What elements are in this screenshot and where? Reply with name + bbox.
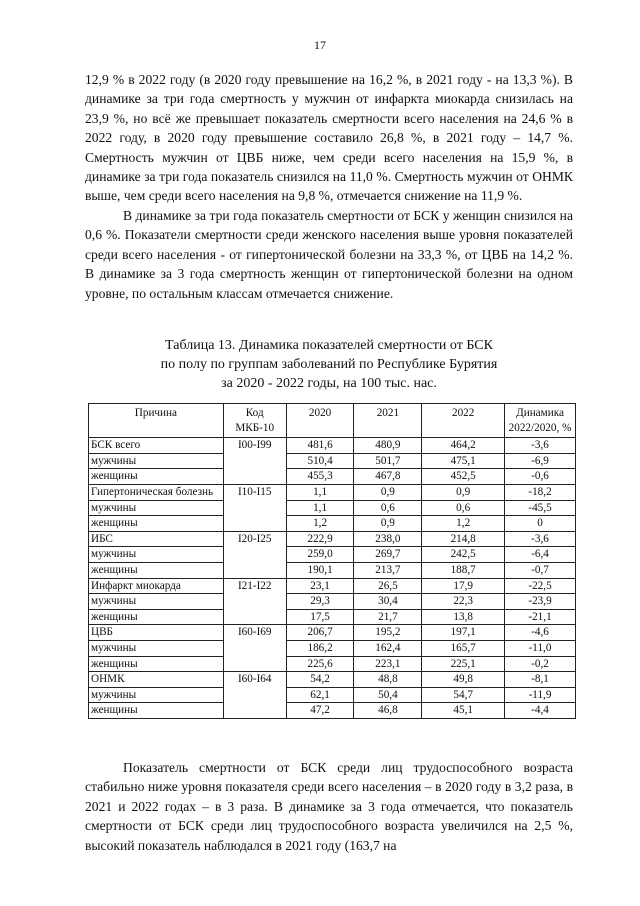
- cell-2022: 475,1: [422, 453, 505, 469]
- cell-2022: 165,7: [422, 640, 505, 656]
- cell-2020: 206,7: [286, 625, 354, 641]
- cell-2022: 13,8: [422, 609, 505, 625]
- cell-2020: 481,6: [286, 438, 354, 454]
- cell-code: I60-I64: [223, 672, 286, 719]
- cell-2021: 48,8: [354, 672, 422, 688]
- table-row: [89, 562, 576, 578]
- cell-cause: Инфаркт миокарда: [89, 578, 224, 594]
- cell-cause: ОНМК: [89, 672, 224, 688]
- header-dynamics: Динамика 2022/2020, %: [505, 404, 576, 438]
- cell-dynamics: -11,0: [505, 640, 576, 656]
- cell-cause: женщины: [89, 469, 224, 485]
- cell-2021: 30,4: [354, 594, 422, 610]
- table-row: [89, 656, 576, 672]
- cell-2020: 225,6: [286, 656, 354, 672]
- header-2020: 2020: [286, 404, 354, 438]
- cell-2022: 1,2: [422, 516, 505, 532]
- cell-2021: 213,7: [354, 562, 422, 578]
- cell-2021: 467,8: [354, 469, 422, 485]
- cell-code: I60-I69: [223, 625, 286, 672]
- table-row: [89, 500, 576, 516]
- table-row: [89, 687, 576, 703]
- cell-code: I00-I99: [223, 438, 286, 485]
- table-caption-line: по полу по группам заболеваний по Республике Бурятия: [160, 357, 498, 372]
- cell-cause: Гипертоническая болезнь: [89, 484, 224, 500]
- cell-2022: 464,2: [422, 438, 505, 454]
- cell-2020: 510,4: [286, 453, 354, 469]
- cell-dynamics: -22,5: [505, 578, 576, 594]
- cell-2020: 186,2: [286, 640, 354, 656]
- cell-2022: 0,6: [422, 500, 505, 516]
- table-row: [89, 609, 576, 625]
- cell-dynamics: -0,6: [505, 469, 576, 485]
- cell-2020: 47,2: [286, 703, 354, 719]
- cell-cause: женщины: [89, 562, 224, 578]
- header-cause: Причина: [89, 404, 224, 438]
- table-row: [89, 516, 576, 532]
- cell-dynamics: -0,2: [505, 656, 576, 672]
- cell-2020: 222,9: [286, 531, 354, 547]
- table-row: [89, 625, 576, 641]
- cell-2022: 49,8: [422, 672, 505, 688]
- cell-dynamics: -6,9: [505, 453, 576, 469]
- table-caption-line: за 2020 - 2022 годы, на 100 тыс. нас.: [221, 376, 437, 391]
- cell-cause: мужчины: [89, 547, 224, 563]
- cell-2022: 214,8: [422, 531, 505, 547]
- cell-2022: 17,9: [422, 578, 505, 594]
- cell-cause: мужчины: [89, 594, 224, 610]
- cell-2022: 225,1: [422, 656, 505, 672]
- cell-2022: 197,1: [422, 625, 505, 641]
- cell-2022: 0,9: [422, 484, 505, 500]
- table-row: [89, 594, 576, 610]
- cell-dynamics: -4,6: [505, 625, 576, 641]
- table-row: [89, 672, 576, 688]
- cell-dynamics: -3,6: [505, 438, 576, 454]
- cell-2021: 46,8: [354, 703, 422, 719]
- cell-2021: 501,7: [354, 453, 422, 469]
- cell-dynamics: -4,4: [505, 703, 576, 719]
- page-number: 17: [314, 38, 326, 52]
- cell-cause: мужчины: [89, 453, 224, 469]
- cell-cause: БСК всего: [89, 438, 224, 454]
- table-row: [89, 531, 576, 547]
- cell-cause: мужчины: [89, 500, 224, 516]
- mortality-table: [88, 403, 576, 719]
- cell-2021: 223,1: [354, 656, 422, 672]
- cell-2021: 0,9: [354, 484, 422, 500]
- cell-2021: 50,4: [354, 687, 422, 703]
- cell-2020: 455,3: [286, 469, 354, 485]
- cell-cause: женщины: [89, 516, 224, 532]
- header-code: Код МКБ-10: [223, 404, 286, 438]
- cell-dynamics: -23,9: [505, 594, 576, 610]
- cell-2021: 0,6: [354, 500, 422, 516]
- cell-dynamics: -8,1: [505, 672, 576, 688]
- table-row: [89, 469, 576, 485]
- cell-2021: 21,7: [354, 609, 422, 625]
- table-row: [89, 547, 576, 563]
- cell-2022: 188,7: [422, 562, 505, 578]
- cell-2021: 26,5: [354, 578, 422, 594]
- table-caption: [85, 336, 573, 393]
- header-2021: 2021: [354, 404, 422, 438]
- cell-dynamics: -45,5: [505, 500, 576, 516]
- cell-dynamics: -3,6: [505, 531, 576, 547]
- table-row: [89, 484, 576, 500]
- cell-2020: 1,1: [286, 484, 354, 500]
- cell-cause: женщины: [89, 656, 224, 672]
- table-row: [89, 453, 576, 469]
- cell-dynamics: 0: [505, 516, 576, 532]
- cell-2021: 195,2: [354, 625, 422, 641]
- cell-2020: 17,5: [286, 609, 354, 625]
- cell-dynamics: -11,9: [505, 687, 576, 703]
- cell-dynamics: -6,4: [505, 547, 576, 563]
- paragraph-women-mortality: В динамике за три года показатель смертности от БСК у женщин снизился на 0,6 %. Показатели смертности среди женского населения выше уровня показателей среди всего населения - от гипертонической болезни на 33,3 %, от ЦВБ на 14,2 %. В динамике за 3 года смертность женщин от гипертонической болезни на одном уровне, по остальным классам отмечается снижение.: [85, 208, 573, 301]
- header-2022: 2022: [422, 404, 505, 438]
- cell-2022: 452,5: [422, 469, 505, 485]
- cell-cause: ЦВБ: [89, 625, 224, 641]
- cell-code: I10-I15: [223, 484, 286, 531]
- cell-2022: 54,7: [422, 687, 505, 703]
- cell-2021: 0,9: [354, 516, 422, 532]
- cell-cause: женщины: [89, 609, 224, 625]
- cell-code: I20-I25: [223, 531, 286, 578]
- cell-2022: 22,3: [422, 594, 505, 610]
- table-row: [89, 640, 576, 656]
- cell-2021: 480,9: [354, 438, 422, 454]
- cell-2020: 1,1: [286, 500, 354, 516]
- cell-2020: 259,0: [286, 547, 354, 563]
- cell-dynamics: -0,7: [505, 562, 576, 578]
- cell-2021: 269,7: [354, 547, 422, 563]
- paragraph-men-mortality: 12,9 % в 2022 году (в 2020 году превышение на 16,2 %, в 2021 году - на 13,3 %). В динамике за три года смертность у мужчин от инфаркта миокарда снизилась на 23,9 %, но всё же превышает показатель смертности всего населения на 24,6 % в 2022 году, в 2020 году превышение составило 26,8 %, в 2021 году – 14,7 %. Смертность мужчин от ЦВБ ниже, чем среди всего населения на 15,9 %, в динамике за три года показатель снизился на 11,0 %. Смертность мужчин от ОНМК выше, чем среди всего населения на 9,8 %, отмечается снижение на 11,9 %.: [85, 72, 573, 204]
- cell-cause: мужчины: [89, 640, 224, 656]
- cell-2022: 45,1: [422, 703, 505, 719]
- table-header-row: [89, 404, 576, 438]
- table-row: [89, 578, 576, 594]
- table-row: [89, 703, 576, 719]
- cell-2021: 238,0: [354, 531, 422, 547]
- cell-2020: 1,2: [286, 516, 354, 532]
- cell-cause: мужчины: [89, 687, 224, 703]
- cell-2020: 29,3: [286, 594, 354, 610]
- cell-2020: 62,1: [286, 687, 354, 703]
- cell-2020: 23,1: [286, 578, 354, 594]
- table-row: [89, 438, 576, 454]
- cell-cause: женщины: [89, 703, 224, 719]
- cell-2022: 242,5: [422, 547, 505, 563]
- paragraph-working-age: Показатель смертности от БСК среди лиц трудоспособного возраста стабильно ниже уровня показателя среди всего населения – в 2020 году в 3,2 раза, в 2021 и 2022 годах – в 3 раза. В динамике за 3 года отмечается, что показатель смертности от БСК среди лиц трудоспособного возраста увеличился на 2,5 %, высокий показатель наблюдался в 2021 году (163,7 на: [85, 760, 573, 853]
- cell-code: I21-I22: [223, 578, 286, 625]
- table-caption-line: Таблица 13. Динамика показателей смертности от БСК: [165, 338, 493, 353]
- cell-2021: 162,4: [354, 640, 422, 656]
- cell-dynamics: -21,1: [505, 609, 576, 625]
- cell-dynamics: -18,2: [505, 484, 576, 500]
- cell-2020: 54,2: [286, 672, 354, 688]
- cell-cause: ИБС: [89, 531, 224, 547]
- cell-2020: 190,1: [286, 562, 354, 578]
